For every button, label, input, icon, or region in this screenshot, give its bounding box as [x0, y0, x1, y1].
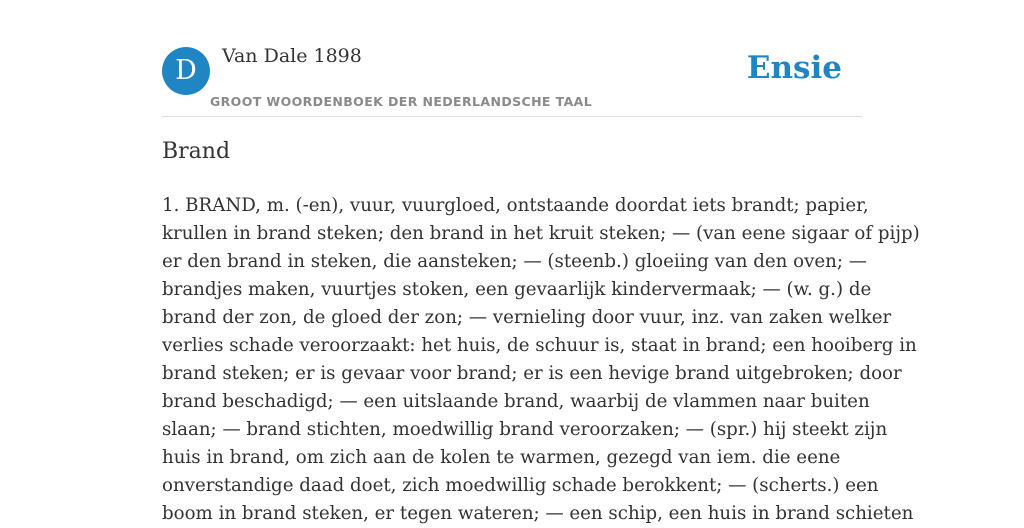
definition-line: verlies schade veroorzaakt: het huis, de schuur is, staat in brand; een hooiberg in [162, 335, 917, 356]
definition-line: brand steken; er is gevaar voor brand; er is een hevige brand uitgebroken; door [162, 363, 902, 384]
header [162, 0, 862, 117]
definition-line: boom in brand steken, er tegen wateren; — een schip, een huis in brand schieten [162, 503, 914, 524]
dictionary-subtitle: GROOT WOORDENBOEK DER NEDERLANDSCHE TAAL [210, 94, 593, 109]
definition-line: huis in brand, om zich aan de kolen te warmen, gezegd van iem. die eene [162, 447, 841, 468]
definition-line: 1. BRAND, m. (-en), vuur, vuurgloed, ontstaande doordat iets brandt; papier, [162, 195, 869, 216]
definition-line: brand der zon, de gloed der zon; — vernieling door vuur, inz. van zaken welker [162, 307, 892, 328]
definition-line: krullen in brand steken; den brand in het kruit steken; — (van eene sigaar of pijp) [162, 223, 920, 244]
definition-line: brand beschadigd; — een uitslaande brand, waarbij de vlammen naar buiten [162, 391, 870, 412]
ensie-logo[interactable]: Ensie [746, 50, 842, 86]
dictionary-title[interactable]: Van Dale 1898 [222, 45, 362, 67]
entry-title: Brand [162, 139, 231, 164]
definition-line: onverstandige daad doet, zich moedwillig schade berokkent; — (scherts.) een [162, 475, 879, 496]
definition-line: er den brand in steken, die aansteken; — (steenb.) gloeiing van den oven; — [162, 251, 867, 272]
entry-definition [162, 192, 920, 528]
dictionary-logo[interactable]: D [162, 47, 210, 95]
definition-line: slaan; — brand stichten, moedwillig brand veroorzaken; — (spr.) hij steekt zijn [162, 419, 888, 440]
definition-line: brandjes maken, vuurtjes stoken, een gevaarlijk kindervermaak; — (w. g.) de [162, 279, 872, 300]
